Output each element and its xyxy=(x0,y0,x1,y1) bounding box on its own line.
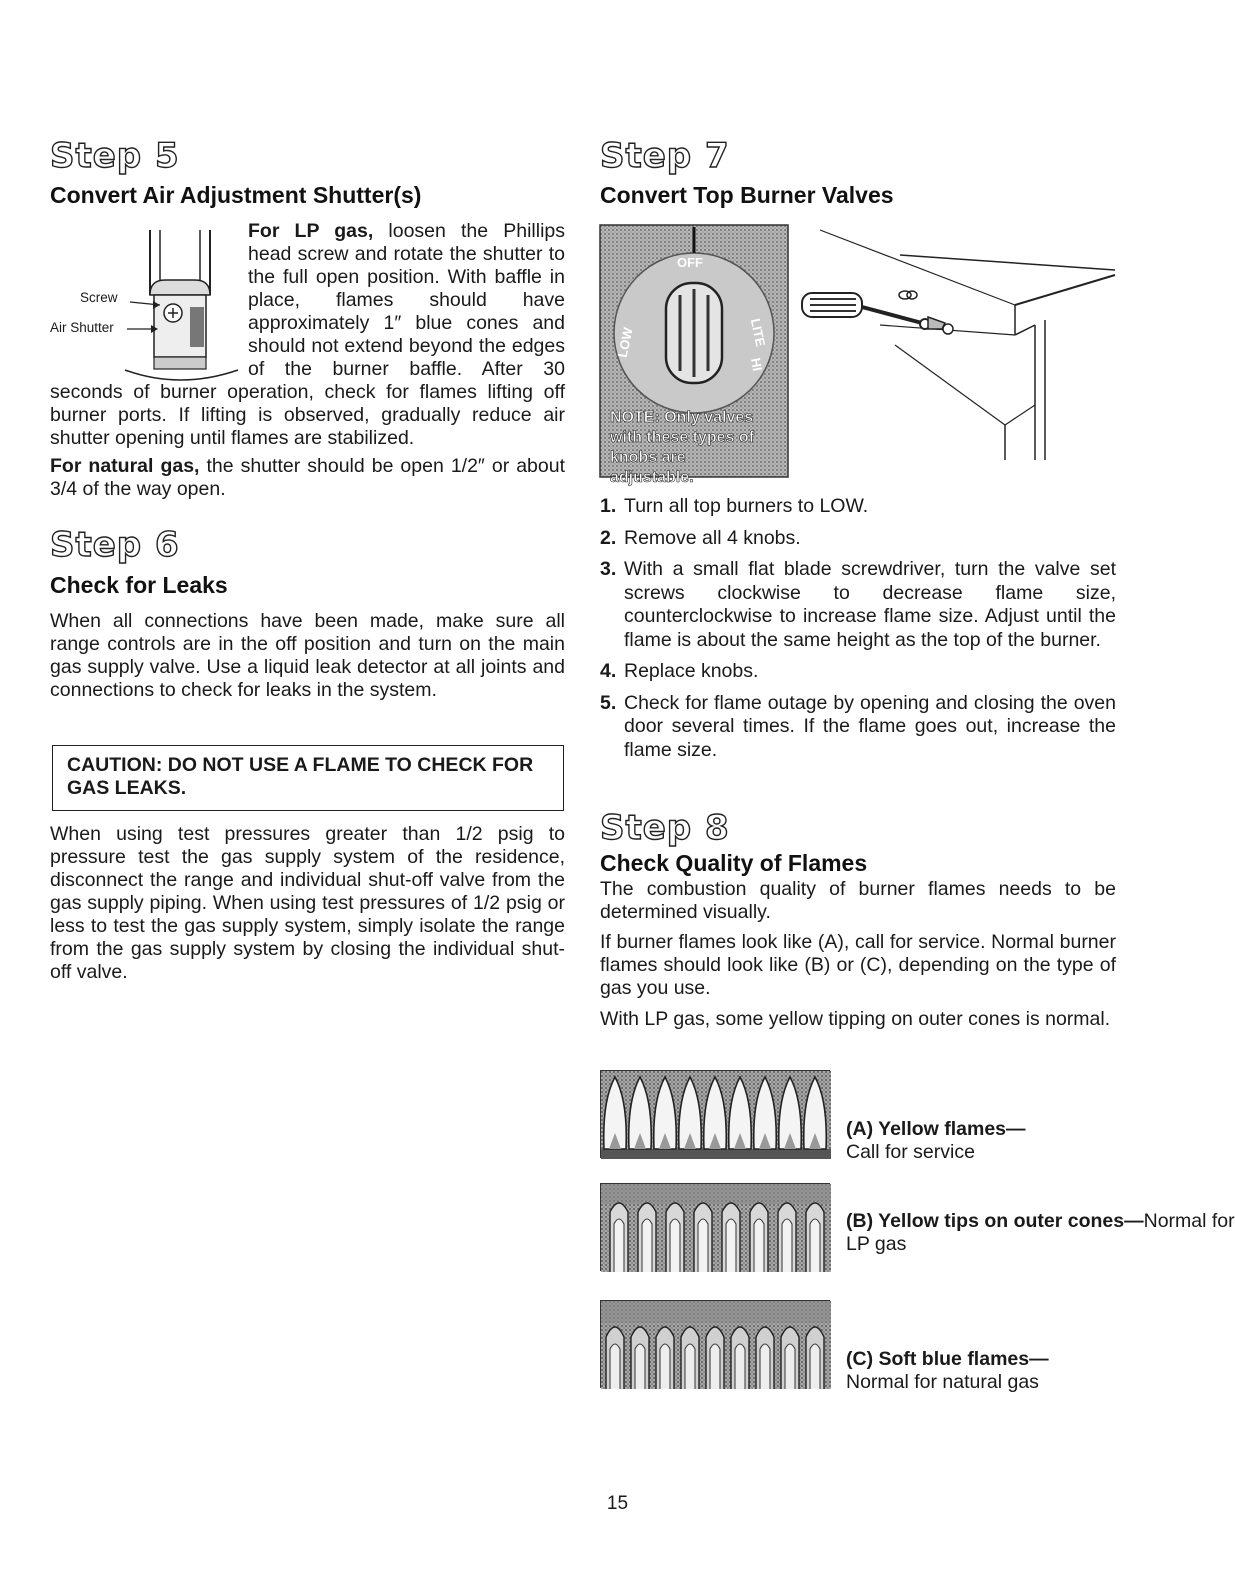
knob-off-label: OFF xyxy=(677,255,703,270)
step5-lp-paragraph xyxy=(50,220,565,450)
step6-paragraph-1: When all connections have been made, make sure all range controls are in the off position and turn on the main gas supply valve. Use a liquid leak detector at all joints and connections to check for leaks in the system. xyxy=(50,610,565,701)
step6-heading: Check for Leaks xyxy=(50,572,228,598)
step8-paragraph-3: With LP gas, some yellow tipping on outer cones is normal. xyxy=(600,1008,1111,1030)
flame-a-desc: Call for service xyxy=(846,1141,975,1163)
screwdriver-valve-illustration xyxy=(800,225,1120,470)
flame-b-caption xyxy=(846,1210,1235,1256)
natural-text: the shutter should be open 1/2″ or about 3/4 of the way open. xyxy=(50,455,566,500)
knob-hi-label: HI xyxy=(747,356,766,373)
flame-c-marks xyxy=(606,1327,824,1389)
knob-low-label: LOW xyxy=(614,326,636,359)
page-number: 15 xyxy=(606,1493,629,1514)
step7-heading: Convert Top Burner Valves xyxy=(600,182,894,208)
lp-lead: For LP gas, xyxy=(248,220,374,242)
step6-title: Step 6 xyxy=(50,525,180,565)
step7-list xyxy=(600,495,1116,770)
list-item: 5. Check for flame outage by opening and closing the oven door several times. If the flame goes out, increase the flame size. xyxy=(600,691,1116,761)
knob-note: NOTE: Only valves with these types of knobs are adjustable. xyxy=(610,409,755,486)
step5-heading: Convert Air Adjustment Shutter(s) xyxy=(50,182,422,208)
flame-a-marks xyxy=(604,1077,827,1149)
list-item: 3. With a small flat blade screwdriver, turn the valve set screws clockwise to decrease flame size, counterclockwise to increase flame size. Adjust until the flame is about the same height as the top of the burner. xyxy=(600,558,1116,651)
step8-paragraph-1: The combustion quality of burner flames needs to be determined visually. xyxy=(600,878,1116,923)
flame-c-caption xyxy=(846,1348,1049,1394)
knob-lite-label: LITE xyxy=(747,317,769,348)
lp-text: loosen the Phillips head screw and rotate the shutter to the full open position. With baffle in place, flames should have approximately 1″ blue cones and should not extend beyond the edges of the burner baffle. After 30 seconds of burner operation, check for flames lifting off burner ports. If lifting is observed, gradually reduce air shutter opening until flames are stabilized. xyxy=(50,220,565,449)
screw-label: Screw xyxy=(80,290,118,305)
flame-c-desc: Normal for natural gas xyxy=(846,1371,1039,1393)
flame-b-label: (B) Yellow tips on outer cones— xyxy=(846,1210,1144,1232)
flame-c-label: (C) Soft blue flames— xyxy=(846,1348,1049,1370)
knob-illustration xyxy=(600,225,788,486)
list-item: 2. Remove all 4 knobs. xyxy=(600,526,801,549)
list-item: 1. Turn all top burners to LOW. xyxy=(600,495,869,517)
step7-title: Step 7 xyxy=(600,136,730,176)
flame-a-caption xyxy=(846,1118,1026,1164)
flame-b-image xyxy=(600,1183,830,1271)
flame-a-image xyxy=(600,1070,830,1158)
natural-lead: For natural gas, xyxy=(50,455,200,477)
step8-paragraph-2: If burner flames look like (A), call for service. Normal burner flames should look like (B) or (C), depending on the type of gas you use. xyxy=(600,931,1116,999)
caution-box: CAUTION: DO NOT USE A FLAME TO CHECK FOR GAS LEAKS. xyxy=(52,745,564,811)
step6-paragraph-2: When using test pressures greater than 1/2 psig to pressure test the gas supply system of the residence, disconnect the range and individual shut-off valve from the gas supply piping. When using test pressures of 1/2 psig or less to test the gas supply system, simply isolate the range from the gas supply system by closing the individual shut-off valve. xyxy=(50,823,565,983)
air-shutter-label: Air Shutter xyxy=(50,320,114,335)
flame-a-label: (A) Yellow flames— xyxy=(846,1118,1026,1140)
step5-natural-paragraph xyxy=(50,455,565,501)
step8-heading: Check Quality of Flames xyxy=(600,850,868,876)
flame-c-image xyxy=(600,1300,830,1388)
flame-b-desc: Normal for LP gas xyxy=(846,1210,1235,1255)
step8-title: Step 8 xyxy=(600,808,730,848)
list-item: 4. Replace knobs. xyxy=(600,660,759,682)
step5-title: Step 5 xyxy=(50,136,180,176)
